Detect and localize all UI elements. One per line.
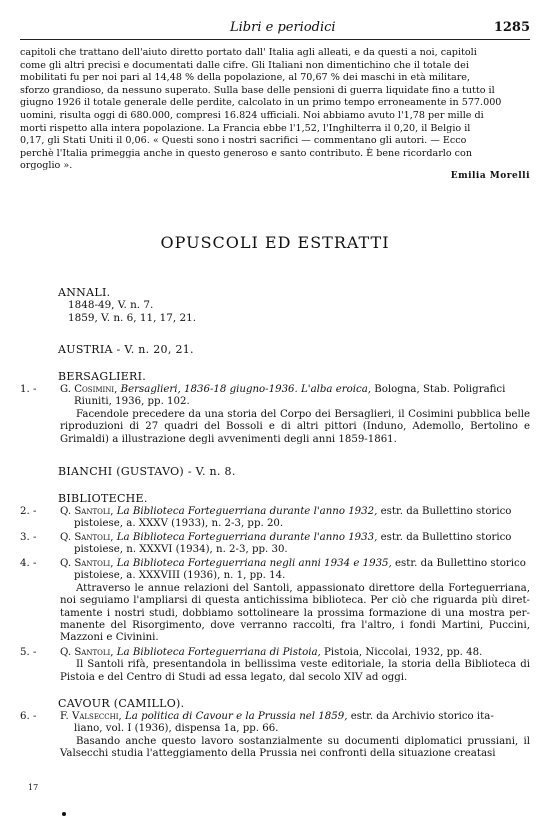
ink-dot (62, 812, 66, 816)
entry-source: estr. da Archivio storico ita- (350, 711, 494, 722)
entry-citation (60, 506, 530, 518)
intro-line: 0,17, gli Stati Uniti il 0,06. « Questi sono i nostri sacrifici — commentano gli autori. — Ecco (20, 135, 467, 147)
entry-6 (20, 711, 530, 761)
entry-paragraph-line: Attraverso le annue relazioni del Santoli, appassionato direttore della Forteguerriana, (76, 582, 530, 594)
entry-number: 6. - (20, 711, 37, 722)
entry-title: La Biblioteca Forteguerriana durante l'anno 1932, (116, 506, 378, 517)
entry-number: 1. - (20, 384, 37, 395)
annali-block (58, 287, 528, 324)
entry-number: 3. - (20, 532, 37, 543)
section-title: OPUSCOLI ED ESTRATTI (160, 233, 390, 252)
entry-citation-cont: pistoiese, n. XXXVI (1934), n. 2-3, pp. 30. (74, 544, 288, 556)
entry-citation (60, 532, 530, 544)
annali-line: 1859, V. n. 6, 11, 17, 21. (68, 311, 197, 324)
entry-citation-cont: liano, vol. I (1936), dispensa 1a, pp. 66. (74, 723, 279, 735)
header-rule (20, 39, 530, 40)
entry-publisher: Bologna, Stab. Poligrafici (374, 384, 506, 395)
entry-citation-cont: pistoiese, a. XXXVIII (1936), n. 1, pp. 14. (74, 570, 286, 582)
annali-line: 1848-49, V. n. 7. (68, 299, 154, 312)
intro-line: morti rispetto alla intera popolazione. La Francia ebbe l'1,52, l'Inghilterra il 0,20, il Belgio il (20, 122, 471, 134)
entry-paragraph-line: manente del Risorgimento, dove verranno raccolti, fra l'altro, i fondi Martini, Puccini, (60, 620, 530, 632)
entry-author: Q. Santoli, (60, 647, 114, 658)
entry-5 (20, 647, 530, 684)
entry-number: 5. - (20, 647, 37, 658)
entry-number: 4. - (20, 558, 37, 569)
entry-paragraph-line: Il Santoli rifà, presentandola in bellissima veste editoriale, la storia della Biblioteca (76, 659, 517, 671)
intro-line: sforzo grandioso, da nessuno superato. Sulla base delle pensioni di guerra liquidate fino a tutto il (20, 84, 495, 96)
entry-citation (60, 558, 530, 570)
entry-source: Pistoia, Niccolai, 1932, pp. 48. (324, 647, 483, 658)
austria-heading: AUSTRIA - V. n. 20, 21. (58, 343, 194, 356)
page-number: 1285 (493, 20, 530, 35)
annali-heading: ANNALI. (58, 286, 111, 299)
entry-2 (20, 506, 530, 531)
cavour-heading-block (58, 698, 528, 710)
entry-citation (60, 647, 530, 659)
bianchi-heading: BIANCHI (GUSTAVO) - V. n. 8. (58, 465, 236, 478)
biblioteche-heading-block (58, 493, 528, 505)
bersaglieri-heading: BERSAGLIERI. (58, 370, 147, 383)
entry-citation (60, 711, 530, 723)
intro-line: uomini, risulta oggi di 680.000, compresi 16.824 ufficiali. Noi abbiamo avuto l'1,78 per mille di (20, 109, 484, 121)
entry-paragraph-line: noi seguiamo l'ampliarsi di questa antichissima biblioteca. Per ciò che riguarda più diret- (60, 595, 530, 607)
entry-paragraph (60, 583, 530, 645)
entry-paragraph-line: Grimaldi) a illustrazione degli avvenimenti degli anni 1859-1861. (60, 433, 397, 445)
entry-author: Q. Santoli, (60, 506, 114, 517)
entry-paragraph-line: riproduzioni di 27 quadri del Bossoli e di altri pittori (Induno, Ademollo, Bertolino e (60, 421, 530, 433)
running-title: Libri e periodici (230, 20, 336, 35)
intro-line: come gli altri precisi e documentati dalle cifre. Gli Italiani non dimentichino che il totale dei (20, 59, 469, 71)
bersaglieri-heading-block (58, 371, 528, 383)
austria-block (58, 344, 528, 356)
entry-paragraph-line: Basando anche questo lavoro sostanzialmente su documenti diplomatici prussiani, (76, 735, 519, 747)
entry-source: estr. da Bullettino storico (395, 558, 526, 569)
entry-paragraph (60, 409, 530, 446)
entry-paragraph-line: Mazzoni e Civinini. (60, 632, 159, 644)
entry-source: estr. da Bullettino storico (380, 532, 512, 543)
entry-3 (20, 532, 530, 557)
entry-paragraph-line: di Pistoia e del Centro di Studi ad essa legato, dal secolo XIV ad oggi. (60, 659, 530, 683)
entry-number: 2. - (20, 506, 37, 517)
bianchi-block (58, 466, 528, 478)
intro-line: giugno 1926 il totale generale delle perdite, calcolato in un primo tempo erroneamente in 577.000 (20, 97, 502, 109)
entry-title: La Biblioteca Forteguerriana durante l'anno 1933, (116, 532, 378, 543)
intro-line: orgoglio ». (20, 160, 73, 172)
entry-paragraph-line: tamente i nostri studi, dobbiamo sottolineare la prossima formazione di una mostra per- (60, 607, 530, 619)
intro-line: mobilitati fu per noi pari al 14,48 % della popolazione, al 70,67 % dei maschi in età militare, (20, 72, 471, 84)
entry-title: Bersaglieri, 1836-18 giugno-1936. L'alba eroica, (120, 384, 372, 395)
entry-author: Q. Santoli, (60, 558, 114, 569)
entry-citation (60, 384, 530, 396)
entry-paragraph-line: il Valsecchi studia l'atteggiamento della Prussia nei confronti della situazione creatasi (60, 735, 530, 760)
entry-paragraph (60, 659, 530, 684)
entry-title: La politica di Cavour e la Prussia nel 1859, (125, 711, 348, 722)
entry-paragraph-line: Facendole precedere da una storia del Corpo dei Bersaglieri, il Cosimini pubblica belle (76, 408, 530, 420)
entry-paragraph (60, 736, 530, 761)
entry-title: La Biblioteca Forteguerriana di Pistoia, (116, 647, 321, 658)
entry-author: F. Valsecchi, (60, 711, 122, 722)
entry-title: La Biblioteca Forteguerriana negli anni 1934 e 1935, (116, 558, 392, 569)
entry-1 (20, 384, 530, 446)
cavour-heading: CAVOUR (CAMILLO). (58, 697, 185, 710)
entry-author: Q. Santoli, (60, 532, 114, 543)
biblioteche-heading: BIBLIOTECHE. (58, 492, 148, 505)
entry-4 (20, 558, 530, 645)
review-continuation (20, 47, 530, 173)
entry-citation-cont: pistoiese, a. XXXV (1933), n. 2-3, pp. 20. (74, 518, 284, 530)
intro-line: perchè l'Italia primeggia anche in questo generoso e santo contributo. È bene ricordarlo con (20, 147, 472, 159)
signature-mark: 17 (28, 783, 39, 792)
review-signature: Emilia Morelli (450, 171, 530, 181)
entry-source: estr. da Bullettino storico (380, 506, 512, 517)
entry-author: G. Cosimini, (60, 384, 118, 395)
entry-citation-cont: Riuniti, 1936, pp. 102. (74, 396, 190, 408)
intro-line: capitoli che trattano dell'aiuto diretto portato dall' Italia agli alleati, e da questi a noi, capitoli (20, 47, 477, 58)
